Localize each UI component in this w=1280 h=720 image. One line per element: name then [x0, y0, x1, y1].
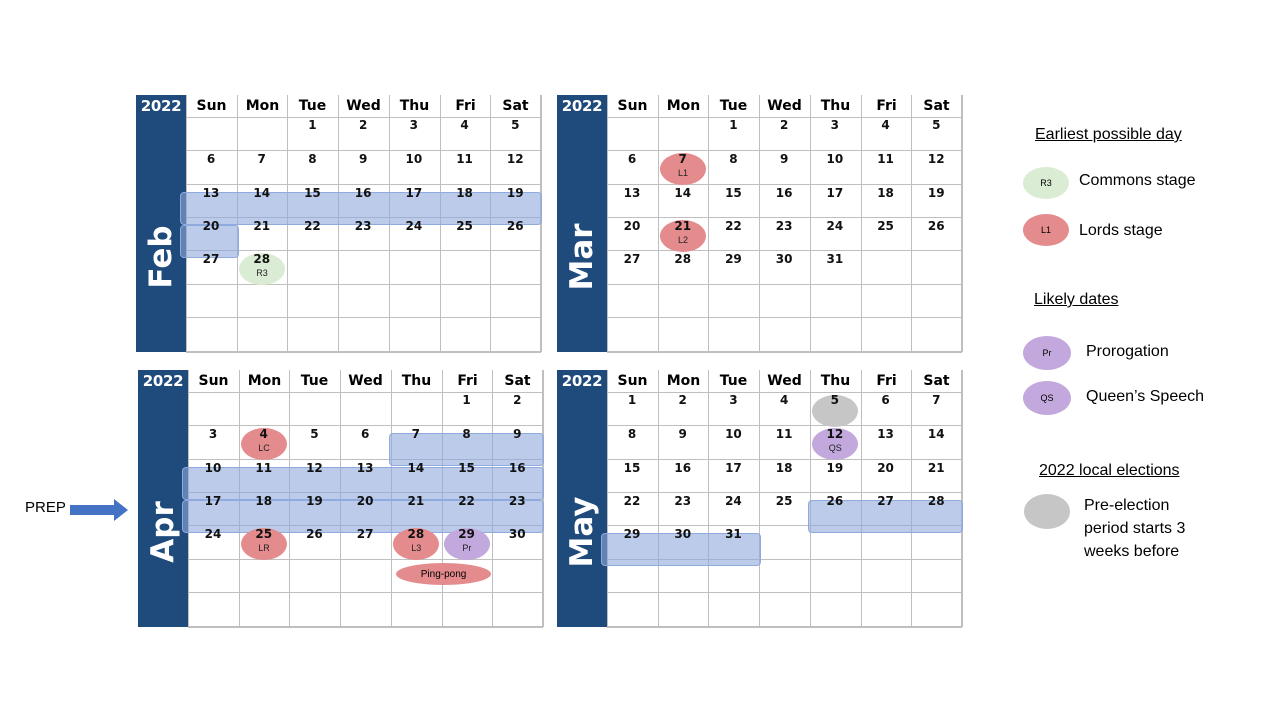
legend-lords-label: Lords stage [1079, 222, 1163, 239]
date-cell: 16 [508, 461, 526, 475]
day-name-header: Mon [666, 373, 701, 389]
date-cell: 10 [204, 461, 222, 475]
grid-line [962, 95, 963, 352]
month-label: Mar [564, 223, 600, 291]
date-cell: 13 [877, 427, 894, 441]
date-cell: 31 [826, 252, 844, 266]
legend-elections-line3: weeks before [1084, 543, 1180, 560]
stage-tag: R3 [256, 268, 268, 278]
legend-queens-speech-label: Queen’s Speech [1086, 388, 1205, 405]
prorogation-icon: Pr [1023, 336, 1071, 370]
date-cell: 17 [405, 186, 423, 200]
month-sidebar [557, 392, 607, 627]
date-cell: 1 [627, 393, 637, 407]
date-cell: 20 [877, 461, 894, 475]
date-cell: 18 [877, 186, 894, 200]
calendar-mar [557, 95, 962, 352]
day-name-header: Tue [719, 373, 748, 389]
day-name-header: Thu [399, 98, 430, 114]
calendar-year: 2022 [557, 95, 607, 117]
grid-line [541, 95, 542, 352]
legend-elections-line1: Pre-election [1084, 497, 1170, 514]
date-cell: 11 [877, 152, 894, 166]
legend-likely-heading: Likely dates [1034, 291, 1119, 308]
date-cell: 28 [927, 494, 945, 508]
day-name-header: Tue [300, 373, 329, 389]
grid-line [607, 592, 962, 593]
date-cell: 9 [358, 152, 368, 166]
prep-arrow-icon [70, 498, 130, 522]
date-cell: 22 [458, 494, 475, 508]
day-name-header: Wed [767, 98, 802, 114]
date-cell: 28 [674, 252, 692, 266]
date-cell: 5 [830, 393, 840, 407]
stage-tag: QS [828, 443, 842, 453]
calendar-year: 2022 [136, 95, 186, 117]
grid-line [962, 370, 963, 627]
legend-elections-heading: 2022 local elections [1039, 462, 1180, 479]
month-label: May [564, 496, 600, 568]
day-name-header: Tue [719, 98, 748, 114]
day-name-header: Thu [820, 98, 851, 114]
date-cell: 18 [456, 186, 473, 200]
date-cell: 19 [826, 461, 844, 475]
date-cell: 22 [623, 494, 641, 508]
date-cell: 11 [255, 461, 273, 475]
commons-stage-icon: R3 [1023, 167, 1069, 199]
stage-tag: L2 [678, 235, 689, 245]
day-name-header: Wed [767, 373, 802, 389]
calendar-year: 2022 [138, 370, 188, 392]
date-cell: 6 [360, 427, 370, 441]
date-cell: 24 [405, 219, 423, 233]
date-cell: 22 [725, 219, 742, 233]
queens-speech-icon: QS [1023, 381, 1071, 415]
month-sidebar [557, 117, 607, 352]
date-cell: 9 [779, 152, 789, 166]
date-cell: 19 [927, 186, 945, 200]
date-cell: 20 [202, 219, 220, 233]
grid-line [186, 317, 541, 318]
lords-stage-icon: L1 [1023, 214, 1069, 246]
date-cell: 8 [729, 152, 738, 166]
date-cell: 16 [775, 186, 793, 200]
month-label: Feb [143, 225, 179, 289]
date-cell: 14 [674, 186, 692, 200]
grid-line [607, 425, 962, 426]
date-cell: 2 [358, 118, 368, 132]
month-label: Apr [145, 501, 181, 563]
date-cell: 17 [204, 494, 222, 508]
date-cell: 5 [511, 118, 520, 132]
stage-tag: L3 [411, 543, 422, 553]
grid-line [186, 250, 541, 251]
legend-commons-label: Commons stage [1079, 172, 1196, 189]
date-cell: 23 [775, 219, 793, 233]
day-name-header: Fri [876, 373, 897, 389]
date-cell: 4 [881, 118, 890, 132]
day-name-header: Thu [820, 373, 851, 389]
date-cell: 29 [725, 252, 742, 266]
date-cell: 8 [308, 152, 317, 166]
date-cell: 25 [255, 527, 273, 541]
day-name-header: Sun [617, 98, 648, 114]
grid-line [186, 184, 541, 185]
date-cell: 8 [462, 427, 471, 441]
date-cell: 26 [927, 219, 945, 233]
day-name-header: Sat [504, 373, 531, 389]
grid-line [188, 425, 543, 426]
date-cell: 15 [725, 186, 742, 200]
date-cell: 28 [253, 252, 271, 266]
date-cell: 23 [674, 494, 692, 508]
ping-pong-marker: Ping-pong [396, 563, 491, 585]
date-cell: 26 [506, 219, 524, 233]
date-cell: 25 [775, 494, 793, 508]
date-cell: 23 [508, 494, 526, 508]
grid-line [607, 217, 962, 218]
date-cell: 20 [356, 494, 374, 508]
date-cell: 7 [932, 393, 941, 407]
month-sidebar [138, 392, 188, 627]
date-cell: 25 [456, 219, 473, 233]
date-cell: 3 [409, 118, 419, 132]
day-name-header: Fri [455, 98, 476, 114]
calendar-grid [186, 95, 541, 352]
date-cell: 4 [460, 118, 469, 132]
date-cell: 24 [725, 494, 742, 508]
date-cell: 13 [356, 461, 374, 475]
date-cell: 26 [826, 494, 844, 508]
day-name-header: Mon [247, 373, 282, 389]
date-cell: 5 [310, 427, 319, 441]
date-cell: 12 [927, 152, 945, 166]
date-cell: 7 [678, 152, 687, 166]
date-cell: 13 [623, 186, 641, 200]
grid-line [186, 284, 541, 285]
date-cell: 12 [826, 427, 844, 441]
calendar-grid [607, 370, 962, 627]
legend-earliest-heading: Earliest possible day [1035, 126, 1182, 143]
date-cell: 14 [407, 461, 425, 475]
date-cell: 31 [725, 527, 742, 541]
date-cell: 7 [411, 427, 421, 441]
day-name-header: Thu [401, 373, 432, 389]
legend-elections-line2: period starts 3 [1084, 520, 1186, 537]
grid-line [188, 559, 543, 560]
day-name-header: Tue [298, 98, 327, 114]
date-cell: 19 [306, 494, 323, 508]
date-cell: 29 [623, 527, 641, 541]
calendar-may [557, 370, 962, 627]
date-cell: 23 [354, 219, 372, 233]
day-name-header: Mon [666, 98, 701, 114]
date-cell: 22 [304, 219, 321, 233]
stage-tag: Pr [462, 543, 472, 553]
date-cell: 14 [927, 427, 945, 441]
date-cell: 30 [674, 527, 692, 541]
date-cell: 4 [259, 427, 268, 441]
date-cell: 21 [674, 219, 692, 233]
day-name-header: Fri [876, 98, 897, 114]
date-cell: 30 [508, 527, 526, 541]
date-cell: 3 [830, 118, 840, 132]
date-cell: 1 [729, 118, 738, 132]
grid-line [607, 627, 962, 628]
date-cell: 1 [308, 118, 317, 132]
date-cell: 21 [253, 219, 271, 233]
calendar-grid [607, 95, 962, 352]
date-cell: 2 [678, 393, 687, 407]
date-cell: 11 [456, 152, 473, 166]
calendar-year: 2022 [557, 370, 607, 392]
date-cell: 2 [513, 393, 522, 407]
grid-line [186, 150, 541, 151]
date-cell: 13 [202, 186, 220, 200]
date-cell: 15 [304, 186, 321, 200]
grid-line [607, 284, 962, 285]
date-cell: 8 [627, 427, 637, 441]
month-sidebar [136, 117, 186, 352]
prep-label: PREP [25, 499, 66, 516]
date-cell: 20 [623, 219, 641, 233]
day-name-header: Wed [348, 373, 383, 389]
grid-line [607, 317, 962, 318]
date-cell: 16 [354, 186, 372, 200]
grid-line [607, 184, 962, 185]
date-cell: 27 [202, 252, 220, 266]
date-cell: 10 [725, 427, 742, 441]
date-cell: 17 [725, 461, 742, 475]
date-cell: 14 [253, 186, 271, 200]
grid-line [186, 352, 541, 353]
date-cell: 7 [257, 152, 266, 166]
date-cell: 18 [775, 461, 793, 475]
date-cell: 6 [881, 393, 890, 407]
date-cell: 12 [506, 152, 524, 166]
date-cell: 12 [306, 461, 323, 475]
grid-line [607, 150, 962, 151]
date-cell: 30 [775, 252, 793, 266]
day-name-header: Sat [923, 98, 950, 114]
date-cell: 10 [826, 152, 844, 166]
date-cell: 3 [729, 393, 738, 407]
date-cell: 2 [779, 118, 789, 132]
date-cell: 15 [458, 461, 475, 475]
stage-tag: LC [258, 443, 270, 453]
date-cell: 10 [405, 152, 423, 166]
date-cell: 17 [826, 186, 844, 200]
grid-line [543, 370, 544, 627]
legend-prorogation-label: Prorogation [1086, 343, 1169, 360]
date-cell: 27 [356, 527, 374, 541]
day-name-header: Sat [923, 373, 950, 389]
stage-tag: LR [258, 543, 270, 553]
date-cell: 16 [674, 461, 692, 475]
grid-line [607, 250, 962, 251]
date-cell: 28 [407, 527, 425, 541]
calendar-feb [136, 95, 541, 352]
date-cell: 21 [407, 494, 425, 508]
day-name-header: Mon [245, 98, 280, 114]
pre-election-icon [1024, 494, 1070, 529]
calendar-apr [138, 370, 543, 627]
grid-line [188, 592, 543, 593]
date-cell: 6 [206, 152, 216, 166]
day-name-header: Fri [457, 373, 478, 389]
date-cell: 4 [779, 393, 789, 407]
day-name-header: Wed [346, 98, 381, 114]
day-name-header: Sun [617, 373, 648, 389]
stage-tag: L1 [678, 168, 689, 178]
date-cell: 26 [306, 527, 323, 541]
date-cell: 3 [208, 427, 218, 441]
date-cell: 27 [623, 252, 641, 266]
grid-line [188, 627, 543, 628]
grid-line [607, 492, 962, 493]
date-cell: 24 [826, 219, 844, 233]
date-cell: 1 [462, 393, 471, 407]
grid-line [607, 459, 962, 460]
date-cell: 6 [627, 152, 637, 166]
date-cell: 15 [623, 461, 641, 475]
day-name-header: Sun [198, 373, 229, 389]
date-cell: 27 [877, 494, 894, 508]
date-cell: 9 [678, 427, 687, 441]
calendar-grid [188, 370, 543, 627]
date-cell: 29 [458, 527, 475, 541]
date-cell: 5 [932, 118, 941, 132]
date-cell: 24 [204, 527, 222, 541]
date-cell: 11 [775, 427, 793, 441]
grid-line [607, 352, 962, 353]
day-name-header: Sat [502, 98, 529, 114]
date-cell: 21 [927, 461, 945, 475]
date-cell: 9 [513, 427, 522, 441]
day-name-header: Sun [196, 98, 227, 114]
date-cell: 25 [877, 219, 894, 233]
date-cell: 18 [255, 494, 273, 508]
date-cell: 19 [506, 186, 524, 200]
